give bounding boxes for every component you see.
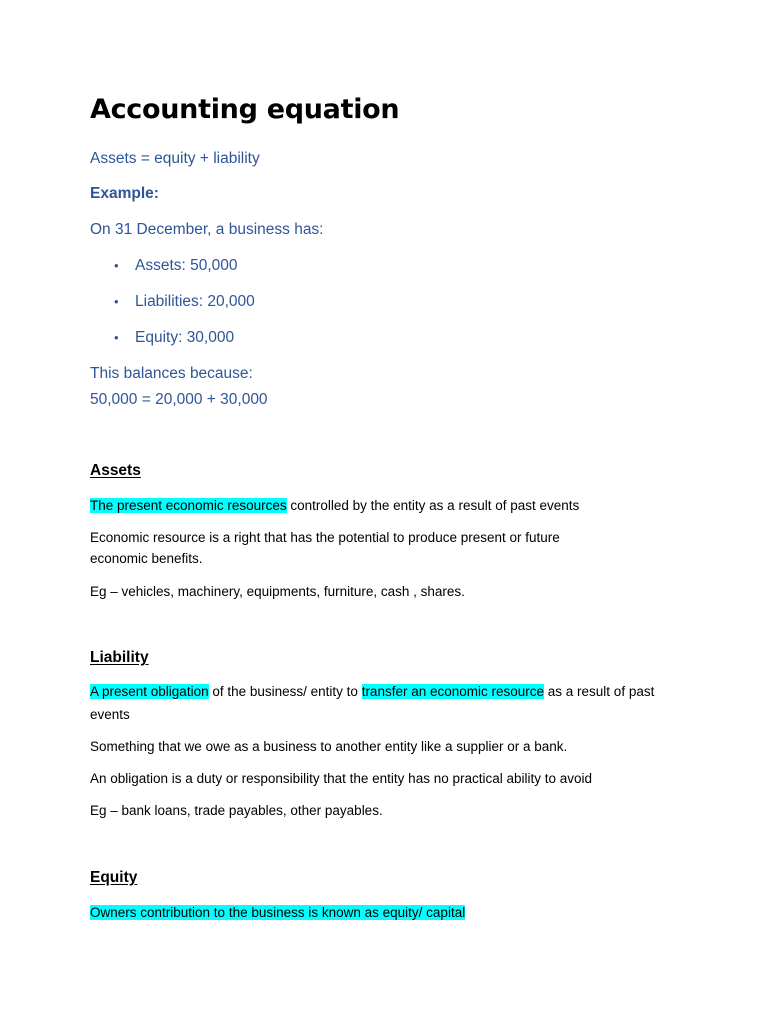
assets-definition xyxy=(90,495,690,516)
example-intro: On 31 December, a business has: xyxy=(90,221,324,238)
bullet-icon: • xyxy=(114,294,119,309)
list-item xyxy=(114,293,255,311)
liability-examples: Eg – bank loans, trade payables, other payables. xyxy=(90,803,383,818)
assets-examples: Eg – vehicles, machinery, equipments, furniture, cash , shares. xyxy=(90,584,465,599)
list-item xyxy=(114,329,234,347)
highlighted-text: The present economic resources xyxy=(90,498,287,513)
balance-line-2: 50,000 = 20,000 + 30,000 xyxy=(90,391,268,408)
resource-line-2: economic benefits. xyxy=(90,551,203,566)
equation-formula: Assets = equity + liability xyxy=(90,150,260,167)
highlighted-text: Owners contribution to the business is known as equity/ capital xyxy=(90,905,466,920)
list-item xyxy=(114,257,238,275)
balance-line-1: This balances because: xyxy=(90,365,253,382)
page-title: Accounting equation xyxy=(90,94,400,125)
obligation-line: An obligation is a duty or responsibility that the entity has no practical ability to avoid xyxy=(90,771,593,786)
liability-heading: Liability xyxy=(90,649,149,666)
resource-line-1: Economic resource is a right that has the potential to produce present or future xyxy=(90,530,560,545)
assets-heading: Assets xyxy=(90,462,141,479)
liability-definition-mid: of the business/ entity to xyxy=(208,684,362,699)
bullet-text: Liabilities: 20,000 xyxy=(135,293,255,310)
equity-definition xyxy=(90,902,690,923)
highlighted-text: transfer an economic resource xyxy=(361,684,545,699)
bullet-icon: • xyxy=(114,330,119,345)
equity-heading: Equity xyxy=(90,869,138,886)
liability-definition-end: as a result of past xyxy=(544,684,655,699)
example-label: Example: xyxy=(90,185,159,202)
bullet-text: Equity: 30,000 xyxy=(135,329,235,346)
liability-definition xyxy=(90,681,690,702)
bullet-text: Assets: 50,000 xyxy=(135,257,238,274)
highlighted-text: A present obligation xyxy=(90,684,209,699)
assets-definition-rest: controlled by the entity as a result of past events xyxy=(286,498,580,513)
liability-definition-line-2: events xyxy=(90,707,130,722)
bullet-icon: • xyxy=(114,258,119,273)
owe-line: Something that we owe as a business to another entity like a supplier or a bank. xyxy=(90,739,568,754)
